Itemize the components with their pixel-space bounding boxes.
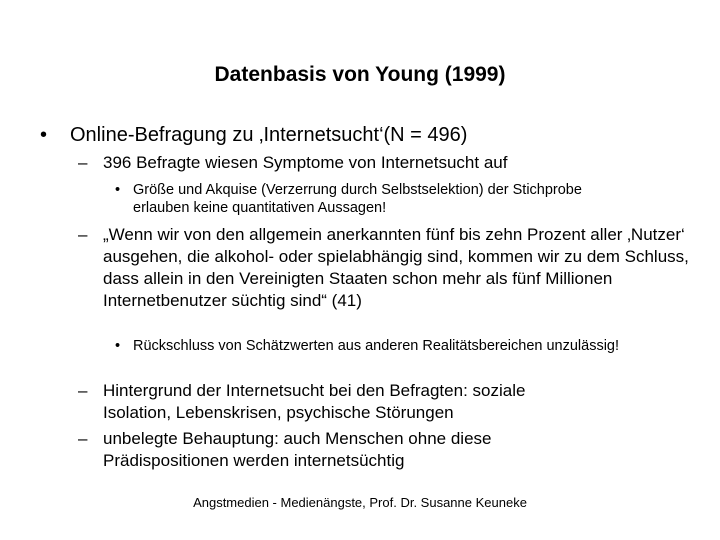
- bullet-text: Online-Befragung zu ‚Internetsucht‘(N = 496): [70, 124, 468, 146]
- sub-bullet-text: Rückschluss von Schätzwerten aus anderen Realitätsbereichen unzulässig!: [133, 338, 620, 354]
- bullet-dot-icon: •: [115, 338, 121, 354]
- bullet-level1: [40, 123, 680, 147]
- bullet-dot-icon: •: [40, 124, 48, 146]
- dash-icon: –: [78, 429, 88, 448]
- sub-bullet: [115, 337, 655, 355]
- dash-icon: –: [78, 225, 88, 244]
- dash-item-text: unbelegte Behauptung: auch Menschen ohne diese Prädispositionen werden internetsüchtig: [103, 429, 492, 470]
- dash-item: [78, 152, 678, 174]
- dash-item-text: Hintergrund der Internetsucht bei den Befragten: soziale Isolation, Lebenskrisen, psychische Störungen: [103, 381, 526, 422]
- dash-item-text: 396 Befragte wiesen Symptome von Internetsucht auf: [103, 153, 508, 172]
- dash-icon: –: [78, 381, 88, 400]
- dash-item: [78, 380, 598, 424]
- dash-icon: –: [78, 153, 88, 172]
- dash-item-text: „Wenn wir von den allgemein anerkannten fünf bis zehn Prozent aller ‚Nutzer‘ ausgehen, die alkohol- oder spielabhängig sind, kommen wir zu dem Schluss, dass allein in den Vereinigten Staaten schon mehr als fünf Millionen Internetbenutzer süchtig sind“ (41): [103, 225, 689, 310]
- footer: Angstmedien - Medienängste, Prof. Dr. Susanne Keuneke: [193, 495, 527, 510]
- bullet-dot-icon: •: [115, 182, 121, 198]
- sub-bullet-text: Größe und Akquise (Verzerrung durch Selbstselektion) der Stichprobe erlauben keine quantitativen Aussagen!: [133, 182, 582, 216]
- slide-title: Datenbasis von Young (1999): [214, 63, 506, 86]
- dash-item: [78, 428, 588, 472]
- sub-bullet: [115, 181, 635, 217]
- dash-item: [78, 224, 703, 312]
